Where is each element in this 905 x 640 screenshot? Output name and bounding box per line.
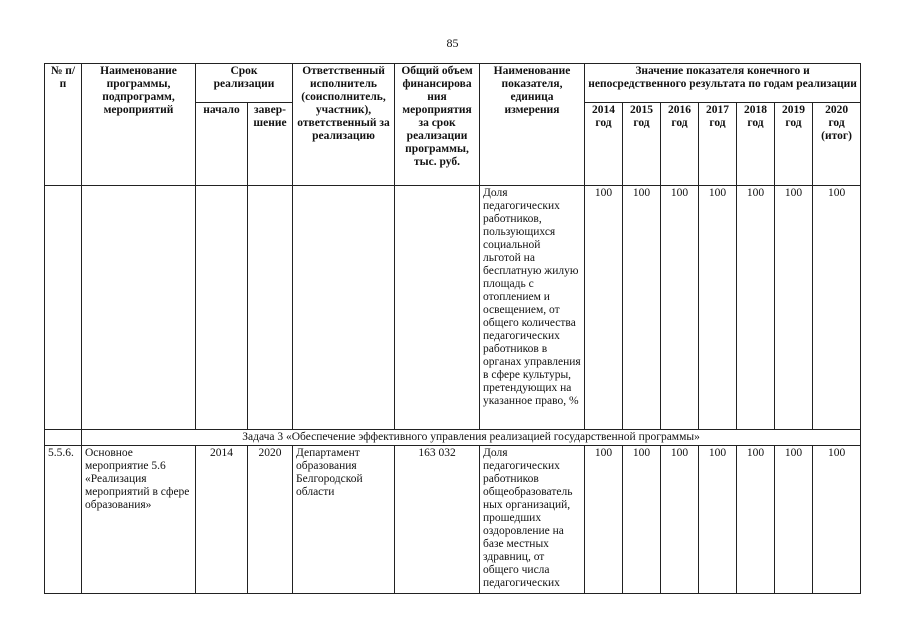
row2-value: 100	[585, 446, 623, 594]
row2-value: 100	[813, 446, 861, 594]
header-name: Наименование программы, подпрограмм, мероприятий	[82, 64, 196, 186]
row1-value: 100	[737, 186, 775, 430]
row2-value: 100	[623, 446, 661, 594]
row2-end: 2020	[248, 446, 293, 594]
header-year: 2015 год	[623, 103, 661, 186]
header-year: 2018 год	[737, 103, 775, 186]
cell-empty	[45, 186, 82, 430]
header-year: 2019 год	[775, 103, 813, 186]
cell-empty	[196, 186, 248, 430]
header-values-group: Значение показателя конечного и непосредственного результата по годам реализации	[585, 64, 861, 103]
row1-value: 100	[775, 186, 813, 430]
header-year: 2017 год	[699, 103, 737, 186]
header-term-start: начало	[196, 103, 248, 186]
row2-value: 100	[775, 446, 813, 594]
table-row	[45, 446, 861, 594]
cell-empty	[293, 186, 395, 430]
row2-name: Основное мероприятие 5.6 «Реализация мероприятий в сфере образования»	[82, 446, 196, 594]
page-number: 85	[446, 36, 459, 50]
task-title: Задача 3 «Обеспечение эффективного управления реализацией государственной программы»	[82, 430, 861, 446]
row2-value: 100	[737, 446, 775, 594]
header-indicator: Наименование показателя, единица измерения	[480, 64, 585, 186]
row2-value: 100	[661, 446, 699, 594]
row2-indicator: Доля педагогических работников общеобразователь ных организаций, прошедших оздоровление на базе местных здравниц, от общего числа педагогических	[480, 446, 585, 594]
row1-value: 100	[661, 186, 699, 430]
task-row	[45, 430, 861, 446]
header-term: Срок реализации	[196, 64, 293, 103]
row2-num: 5.5.6.	[45, 446, 82, 594]
header-funding: Общий объем финансирова ния мероприятия за срок реализации программы, тыс. руб.	[395, 64, 480, 186]
cell-empty	[82, 186, 196, 430]
row2-executor: Департамент образования Белгородской области	[293, 446, 395, 594]
row2-start: 2014	[196, 446, 248, 594]
table-row	[45, 186, 861, 430]
row1-value: 100	[813, 186, 861, 430]
header-num: № п/п	[45, 64, 82, 186]
row2-value: 100	[699, 446, 737, 594]
header-year: 2020 год (итог)	[813, 103, 861, 186]
header-year: 2014 год	[585, 103, 623, 186]
row1-indicator: Доля педагогических работников, пользующихся социальной льготой на бесплатную жилую площадь с отоплением и освещением, от общего количества педагогических работников в органах управления в сфере культуры, претендующих на указанное право, %	[480, 186, 585, 430]
row1-value: 100	[623, 186, 661, 430]
program-table	[44, 63, 861, 594]
row1-value: 100	[585, 186, 623, 430]
header-executor: Ответственный исполнитель (соисполнитель, участник), ответственный за реализацию	[293, 64, 395, 186]
cell-empty	[45, 430, 82, 446]
cell-empty	[395, 186, 480, 430]
row1-value: 100	[699, 186, 737, 430]
cell-empty	[248, 186, 293, 430]
header-term-end: завер-шение	[248, 103, 293, 186]
row2-funding: 163 032	[395, 446, 480, 594]
header-year: 2016 год	[661, 103, 699, 186]
